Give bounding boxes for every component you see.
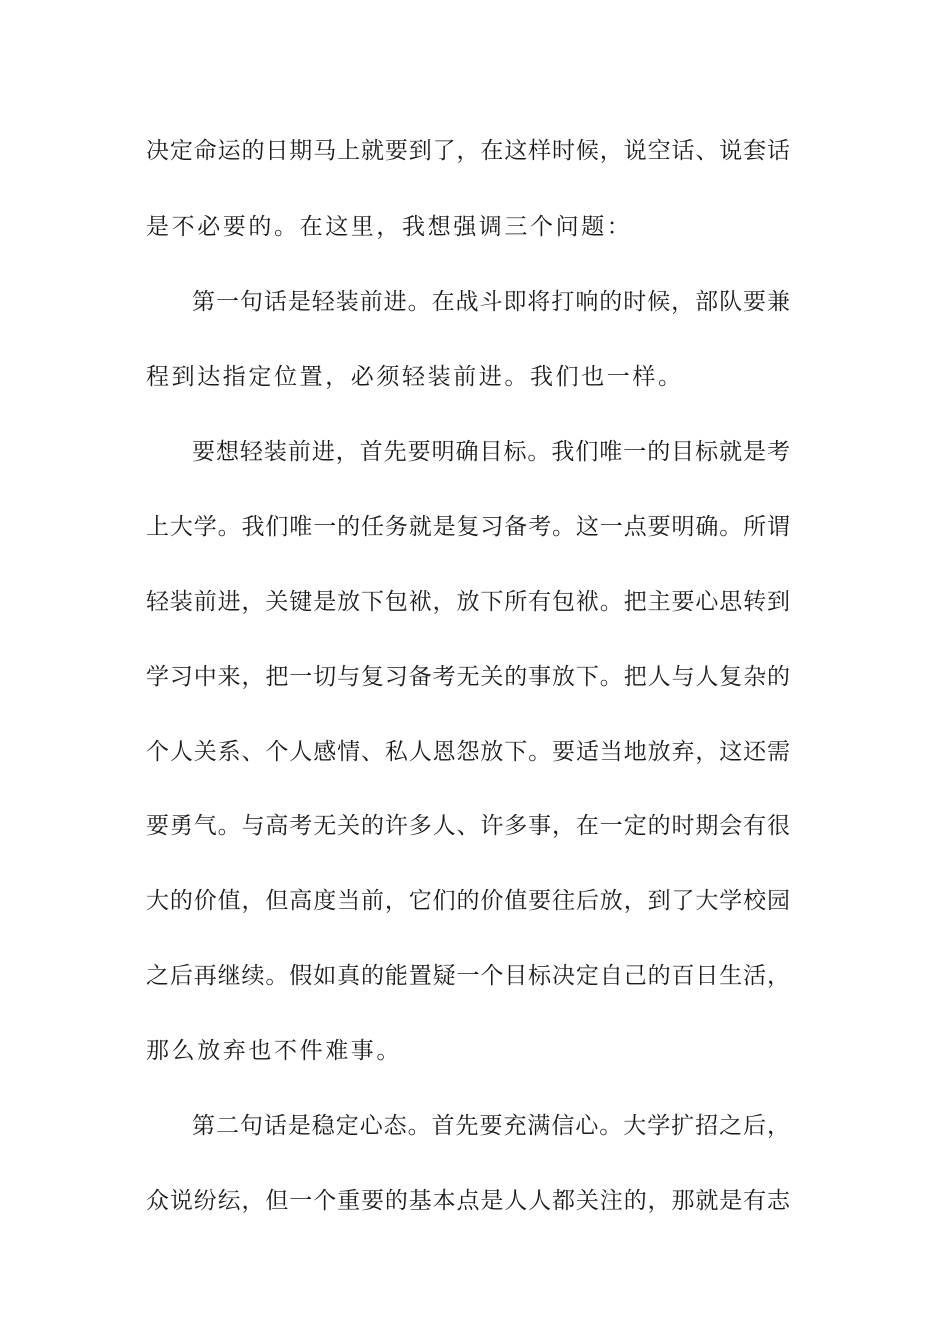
paragraph-start-line-5: 要想轻装前进，首先要明确目标。我们唯一的目标就是考 <box>192 439 790 465</box>
text-line-7: 轻装前进，关键是放下包袱，放下所有包袱。把主要心思转到 <box>146 589 790 615</box>
text-line-11: 大的价值，但高度当前，它们的价值要往后放，到了大学校园 <box>146 888 790 914</box>
text-line-10: 要勇气。与高考无关的许多人、许多事，在一定的时期会有很 <box>146 813 790 839</box>
paragraph-start-line-14: 第二句话是稳定心态。首先要充满信心。大学扩招之后， <box>192 1113 790 1139</box>
text-line-15: 众说纷纭，但一个重要的基本点是人人都关注的，那就是有志 <box>146 1188 790 1214</box>
text-line-8: 学习中来，把一切与复习备考无关的事放下。把人与人复杂的 <box>146 664 790 690</box>
text-line-6: 上大学。我们唯一的任务就是复习备考。这一点要明确。所谓 <box>146 514 790 540</box>
text-line-9: 个人关系、个人感情、私人恩怨放下。要适当地放弃，这还需 <box>146 739 790 765</box>
text-line-4: 程到达指定位置，必须轻装前进。我们也一样。 <box>146 364 684 390</box>
text-line-1: 决定命运的日期马上就要到了，在这样时候，说空话、说套话 <box>146 138 790 164</box>
paragraph-start-line-3: 第一句话是轻装前进。在战斗即将打响的时候，部队要兼 <box>192 289 790 315</box>
text-line-13: 那么放弃也不件难事。 <box>146 1038 402 1064</box>
text-line-12: 之后再继续。假如真的能置疑一个目标决定自己的百日生活， <box>146 963 790 989</box>
text-line-2: 是不必要的。在这里，我想强调三个问题： <box>146 214 633 240</box>
